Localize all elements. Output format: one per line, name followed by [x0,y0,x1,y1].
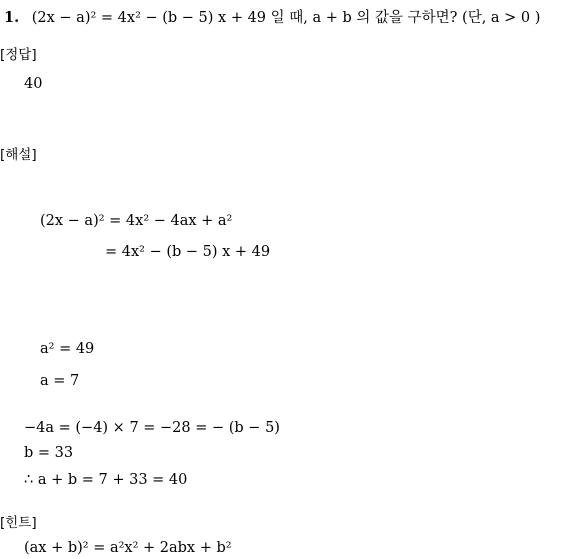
problem-statement [4,9,540,27]
problem-number: 1. [4,9,20,26]
solution-label: [해설] [0,147,37,163]
solution-equation-6: b = 33 [24,445,74,461]
hint-formula: (ax + b)² = a²x² + 2abx + b² [24,540,232,556]
answer-value: 40 [24,76,43,92]
solution-conclusion: ∴ a + b = 7 + 33 = 40 [24,472,188,488]
solution-equation-5: −4a = (−4) × 7 = −28 = − (b − 5) [24,420,280,436]
solution-equation-2: = 4x² − (b − 5) x + 49 [105,244,271,260]
answer-label: [정답] [0,47,37,63]
solution-equation-1: (2x − a)² = 4x² − 4ax + a² [40,213,233,229]
problem-text: (2x − a)² = 4x² − (b − 5) x + 49 일 때, a + b 의 값을 구하면? (단, a > 0 ) [31,10,541,26]
solution-equation-3: a² = 49 [40,341,95,357]
hint-label: [힌트] [0,515,37,531]
solution-equation-4: a = 7 [40,373,80,389]
